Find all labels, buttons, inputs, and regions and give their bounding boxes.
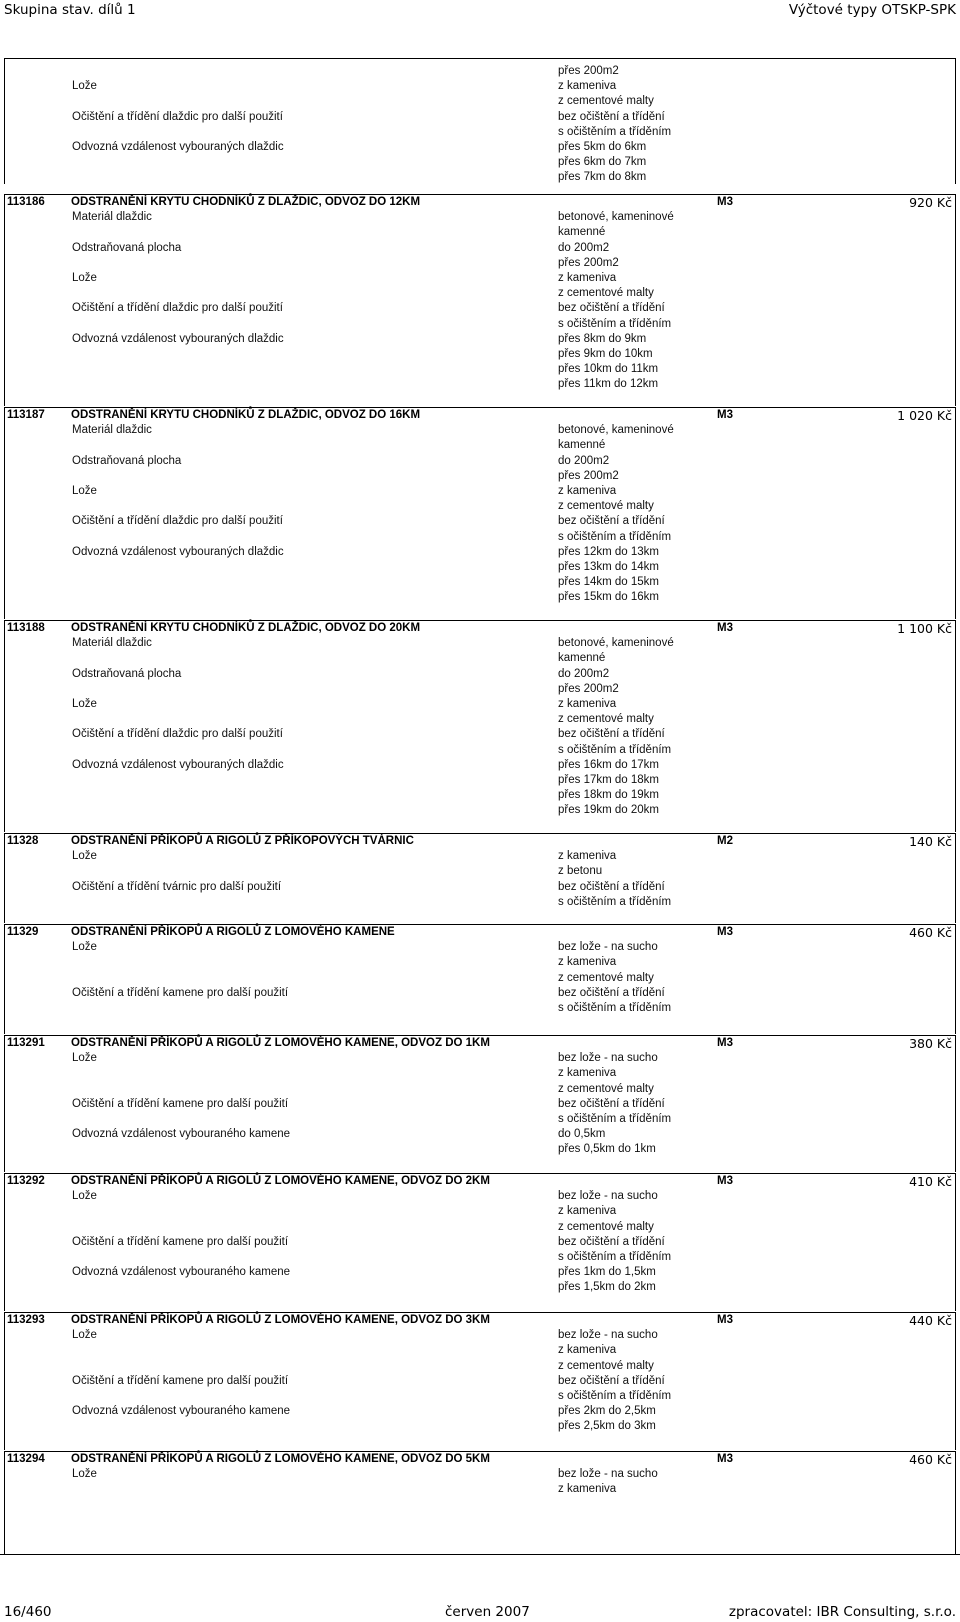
item-block: [4, 1173, 956, 1311]
item-code: 11328: [7, 835, 39, 847]
detail-value: z kameniva: [558, 1205, 617, 1218]
detail-row: [5, 727, 955, 742]
detail-label: Materiál dlaždic: [72, 637, 152, 650]
item-price: 460 Kč: [909, 925, 952, 940]
detail-row: [5, 712, 955, 727]
detail-row: [5, 1082, 955, 1097]
detail-row: [5, 1467, 955, 1482]
item-header: [5, 195, 955, 210]
detail-value: přes 200m2: [558, 65, 619, 77]
item-price: 1 100 Kč: [897, 621, 952, 636]
detail-row: [5, 1250, 955, 1265]
detail-row: [5, 362, 955, 377]
detail-label: Odvozná vzdálenost vybouraných dlaždic: [72, 758, 284, 771]
detail-value: z cementové malty: [558, 95, 654, 108]
page-number: 16/460: [4, 1604, 52, 1620]
item-unit: M3: [717, 1037, 733, 1049]
detail-row: [5, 1280, 955, 1295]
item-name: ODSTRANĚNÍ PŘÍKOPŮ A RIGOLŮ Z LOMOVÉHO KAMENE, ODVOZ DO 2KM: [71, 1175, 490, 1187]
detail-value: s očištěním a tříděním: [558, 1389, 672, 1402]
detail-label: Lože: [72, 1329, 97, 1342]
detail-row: [5, 377, 955, 392]
detail-value: betonové, kameninové: [558, 424, 674, 437]
detail-value: bez očištění a třídění: [558, 302, 665, 315]
item-name: ODSTRANĚNÍ PŘÍKOPŮ A RIGOLŮ Z PŘÍKOPOVÝCH TVÁRNIC: [71, 835, 414, 847]
item-code: 113187: [7, 409, 45, 421]
detail-row: [5, 484, 955, 499]
detail-value: přes 0,5km do 1km: [558, 1143, 656, 1156]
detail-label: Očištění a třídění dlaždic pro další použití: [72, 110, 283, 123]
detail-label: Odvozná vzdálenost vybouraného kamene: [72, 1266, 291, 1279]
detail-value: s očištěním a tříděním: [558, 743, 672, 756]
detail-row: [5, 971, 955, 986]
item-unit: M3: [717, 622, 733, 634]
item-block: [4, 407, 956, 619]
item-block: [4, 1035, 956, 1172]
detail-row: [5, 697, 955, 712]
detail-label: Odvozná vzdálenost vybouraného kamene: [72, 1405, 291, 1418]
detail-row: [5, 225, 955, 240]
item-code: 113292: [7, 1175, 45, 1187]
detail-value: s očištěním a tříděním: [558, 317, 672, 330]
detail-row: [5, 849, 955, 864]
detail-value: bez lože - na sucho: [558, 941, 658, 954]
item-header: [5, 408, 955, 423]
item-name: ODSTRANĚNÍ KRYTU CHODNÍKŮ Z DLAŽDIC, ODVOZ DO 12KM: [71, 196, 421, 208]
detail-row: [5, 79, 955, 94]
detail-row: [5, 545, 955, 560]
detail-row: [5, 880, 955, 895]
detail-label: Lože: [72, 1052, 97, 1065]
detail-label: Odvozná vzdálenost vybouraného kamene: [72, 1128, 291, 1141]
detail-value: z cementové malty: [558, 1220, 654, 1233]
detail-value: z kameniva: [558, 271, 617, 284]
detail-value: přes 1,5km do 2km: [558, 1281, 656, 1294]
detail-row: [5, 286, 955, 301]
detail-value: přes 200m2: [558, 469, 619, 482]
detail-value: přes 13km do 14km: [558, 560, 659, 573]
detail-value: bez očištění a třídění: [558, 880, 665, 893]
detail-row: [5, 64, 955, 79]
detail-value: z cementové malty: [558, 971, 654, 984]
detail-row: [5, 125, 955, 140]
item-header: [5, 1452, 955, 1467]
detail-value: přes 6km do 7km: [558, 156, 647, 169]
item-header: [5, 621, 955, 636]
detail-value: přes 10km do 11km: [558, 363, 659, 376]
detail-label: Očištění a třídění kamene pro další použití: [72, 1374, 289, 1387]
detail-row: [5, 1097, 955, 1112]
detail-value: s očištěním a tříděním: [558, 1250, 672, 1263]
item-name: ODSTRANĚNÍ PŘÍKOPŮ A RIGOLŮ Z LOMOVÉHO KAMENE, ODVOZ DO 1KM: [71, 1037, 490, 1049]
detail-value: bez lože - na sucho: [558, 1468, 658, 1481]
item-header: [5, 834, 955, 849]
detail-row: [5, 1189, 955, 1204]
detail-row: [5, 1220, 955, 1235]
detail-value: bez očištění a třídění: [558, 110, 665, 123]
detail-label: Odvozná vzdálenost vybouraných dlaždic: [72, 332, 284, 345]
detail-value: z cementové malty: [558, 1082, 654, 1095]
detail-row: [5, 1482, 955, 1497]
detail-value: z kameniva: [558, 1067, 617, 1080]
detail-label: Lože: [72, 850, 97, 863]
detail-value: bez lože - na sucho: [558, 1190, 658, 1203]
detail-value: přes 9km do 10km: [558, 347, 653, 360]
item-unit: M3: [717, 926, 733, 938]
detail-value: z kameniva: [558, 80, 617, 93]
detail-row: [5, 590, 955, 605]
detail-row: [5, 1359, 955, 1374]
detail-row: [5, 210, 955, 225]
item-price: 920 Kč: [909, 195, 952, 210]
detail-value: do 200m2: [558, 241, 610, 254]
detail-row: [5, 1328, 955, 1343]
detail-label: Lože: [72, 484, 97, 497]
detail-row: [5, 347, 955, 362]
detail-value: s očištěním a tříděním: [558, 895, 672, 908]
item-price: 410 Kč: [909, 1174, 952, 1189]
detail-label: Očištění a třídění dlaždic pro další použití: [72, 302, 283, 315]
page-header: [0, 0, 960, 20]
detail-value: bez očištění a třídění: [558, 1097, 665, 1110]
detail-row: [5, 1204, 955, 1219]
detail-row: [5, 110, 955, 125]
item-unit: M2: [717, 835, 733, 847]
detail-value: bez očištění a třídění: [558, 986, 665, 999]
item-price: 140 Kč: [909, 834, 952, 849]
detail-value: s očištěním a tříděním: [558, 530, 672, 543]
detail-value: betonové, kameninové: [558, 637, 674, 650]
item-code: 113186: [7, 196, 45, 208]
detail-value: přes 200m2: [558, 256, 619, 269]
detail-value: přes 8km do 9km: [558, 332, 647, 345]
detail-row: [5, 438, 955, 453]
detail-row: [5, 530, 955, 545]
detail-row: [5, 1127, 955, 1142]
item-header: [5, 1313, 955, 1328]
detail-label: Lože: [72, 1468, 97, 1481]
detail-value: přes 18km do 19km: [558, 789, 659, 802]
detail-row: [5, 170, 955, 185]
detail-value: kamenné: [558, 652, 606, 665]
item-name: ODSTRANĚNÍ PŘÍKOPŮ A RIGOLŮ Z LOMOVÉHO KAMENE: [71, 926, 395, 938]
detail-value: s očištěním a tříděním: [558, 125, 672, 138]
detail-label: Očištění a třídění kamene pro další použití: [72, 1097, 289, 1110]
detail-value: bez očištění a třídění: [558, 728, 665, 741]
detail-row: [5, 469, 955, 484]
item-block: [4, 194, 956, 406]
detail-value: do 0,5km: [558, 1128, 606, 1141]
item-name: ODSTRANĚNÍ PŘÍKOPŮ A RIGOLŮ Z LOMOVÉHO KAMENE, ODVOZ DO 5KM: [71, 1453, 490, 1465]
detail-value: do 200m2: [558, 454, 610, 467]
detail-label: Očištění a třídění dlaždic pro další použití: [72, 515, 283, 528]
detail-value: z cementové malty: [558, 1359, 654, 1372]
detail-row: [5, 803, 955, 818]
item-block: [4, 1312, 956, 1450]
detail-value: z kameniva: [558, 1344, 617, 1357]
detail-row: [5, 155, 955, 170]
detail-value: přes 1km do 1,5km: [558, 1266, 656, 1279]
item-price: 460 Kč: [909, 1452, 952, 1467]
item-block: [4, 833, 956, 923]
detail-value: bez očištění a třídění: [558, 1235, 665, 1248]
detail-value: přes 19km do 20km: [558, 804, 659, 817]
item-block: [4, 1451, 956, 1555]
detail-label: Lože: [72, 271, 97, 284]
item-block: [4, 924, 956, 1034]
detail-row: [5, 499, 955, 514]
detail-value: do 200m2: [558, 667, 610, 680]
detail-row: [5, 241, 955, 256]
item-list: [0, 58, 960, 1555]
detail-row: [5, 560, 955, 575]
detail-row: [5, 636, 955, 651]
detail-row: [5, 955, 955, 970]
detail-row: [5, 271, 955, 286]
detail-value: přes 16km do 17km: [558, 758, 659, 771]
detail-row: [5, 788, 955, 803]
detail-value: z kameniva: [558, 1483, 617, 1496]
detail-value: s očištěním a tříděním: [558, 1001, 672, 1014]
detail-value: bez lože - na sucho: [558, 1052, 658, 1065]
detail-value: bez očištění a třídění: [558, 515, 665, 528]
item-code: 113294: [7, 1453, 45, 1465]
detail-row: [5, 1142, 955, 1157]
header-right-title: Výčtové typy OTSKP-SPK: [788, 2, 956, 18]
detail-value: z kameniva: [558, 697, 617, 710]
detail-row: [5, 1419, 955, 1434]
item-code: 113293: [7, 1314, 45, 1326]
detail-value: přes 12km do 13km: [558, 545, 659, 558]
item-name: ODSTRANĚNÍ KRYTU CHODNÍKŮ Z DLAŽDIC, ODVOZ DO 20KM: [71, 622, 421, 634]
item-code: 113188: [7, 622, 45, 634]
page-footer: [0, 1604, 960, 1622]
detail-label: Odstraňovaná plocha: [72, 241, 182, 254]
item-code: 113291: [7, 1037, 45, 1049]
item-block: [4, 620, 956, 832]
detail-row: [5, 1374, 955, 1389]
item-name: ODSTRANĚNÍ PŘÍKOPŮ A RIGOLŮ Z LOMOVÉHO KAMENE, ODVOZ DO 3KM: [71, 1314, 490, 1326]
detail-row: [5, 651, 955, 666]
detail-value: přes 14km do 15km: [558, 576, 659, 589]
header-left-title: Skupina stav. dílů 1: [4, 2, 136, 18]
footer-date: červen 2007: [445, 1604, 530, 1620]
item-header: [5, 1174, 955, 1189]
detail-label: Lože: [72, 1190, 97, 1203]
detail-row: [5, 1235, 955, 1250]
detail-row: [5, 94, 955, 109]
detail-value: z kameniva: [558, 850, 617, 863]
detail-value: přes 15km do 16km: [558, 591, 659, 604]
detail-label: Odstraňovaná plocha: [72, 454, 182, 467]
detail-row: [5, 682, 955, 697]
detail-row: [5, 423, 955, 438]
detail-label: Očištění a třídění kamene pro další použití: [72, 986, 289, 999]
detail-value: přes 200m2: [558, 682, 619, 695]
detail-row: [5, 1389, 955, 1404]
detail-value: betonové, kameninové: [558, 211, 674, 224]
detail-row: [5, 895, 955, 910]
detail-row: [5, 301, 955, 316]
detail-value: z cementové malty: [558, 500, 654, 513]
item-price: 440 Kč: [909, 1313, 952, 1328]
detail-label: Materiál dlaždic: [72, 424, 152, 437]
detail-label: Očištění a třídění dlaždic pro další použití: [72, 728, 283, 741]
detail-label: Očištění a třídění tvárnic pro další použití: [72, 880, 282, 893]
item-unit: M3: [717, 1314, 733, 1326]
footer-author: zpracovatel: IBR Consulting, s.r.o.: [728, 1604, 956, 1620]
item-code: 11329: [7, 926, 39, 938]
detail-value: z cementové malty: [558, 287, 654, 300]
item-unit: M3: [717, 196, 733, 208]
detail-row: [5, 1051, 955, 1066]
detail-row: [5, 575, 955, 590]
detail-row: [5, 743, 955, 758]
detail-row: [5, 256, 955, 271]
detail-row: [5, 1404, 955, 1419]
detail-label: Materiál dlaždic: [72, 211, 152, 224]
detail-row: [5, 864, 955, 879]
detail-label: Očištění a třídění kamene pro další použití: [72, 1235, 289, 1248]
detail-value: kamenné: [558, 439, 606, 452]
item-header: [5, 925, 955, 940]
detail-row: [5, 773, 955, 788]
continued-fragment: [4, 58, 956, 184]
detail-row: [5, 1112, 955, 1127]
detail-value: přes 11km do 12km: [558, 378, 659, 391]
detail-row: [5, 317, 955, 332]
item-unit: M3: [717, 409, 733, 421]
detail-value: z kameniva: [558, 484, 617, 497]
item-unit: M3: [717, 1453, 733, 1465]
detail-row: [5, 667, 955, 682]
item-header: [5, 1036, 955, 1051]
detail-value: přes 7km do 8km: [558, 171, 647, 184]
detail-row: [5, 1066, 955, 1081]
item-price: 380 Kč: [909, 1036, 952, 1051]
item-name: ODSTRANĚNÍ KRYTU CHODNÍKŮ Z DLAŽDIC, ODVOZ DO 16KM: [71, 409, 421, 421]
detail-value: přes 5km do 6km: [558, 140, 647, 153]
detail-value: bez očištění a třídění: [558, 1374, 665, 1387]
detail-value: přes 2km do 2,5km: [558, 1405, 656, 1418]
detail-row: [5, 940, 955, 955]
detail-row: [5, 1001, 955, 1016]
detail-row: [5, 454, 955, 469]
detail-value: přes 17km do 18km: [558, 773, 659, 786]
detail-label: Odvozná vzdálenost vybouraných dlaždic: [72, 140, 284, 153]
detail-value: bez lože - na sucho: [558, 1329, 658, 1342]
detail-value: přes 2,5km do 3km: [558, 1420, 656, 1433]
detail-row: [5, 332, 955, 347]
detail-label: Lože: [72, 697, 97, 710]
detail-value: z kameniva: [558, 956, 617, 969]
detail-value: kamenné: [558, 226, 606, 239]
detail-row: [5, 1343, 955, 1358]
detail-value: z betonu: [558, 865, 603, 878]
detail-row: [5, 758, 955, 773]
item-unit: M3: [717, 1175, 733, 1187]
detail-label: Odvozná vzdálenost vybouraných dlaždic: [72, 545, 284, 558]
detail-row: [5, 986, 955, 1001]
detail-row: [5, 140, 955, 155]
detail-row: [5, 1265, 955, 1280]
detail-value: s očištěním a tříděním: [558, 1112, 672, 1125]
detail-label: Lože: [72, 941, 97, 954]
item-price: 1 020 Kč: [897, 408, 952, 423]
detail-label: Odstraňovaná plocha: [72, 667, 182, 680]
detail-row: [5, 514, 955, 529]
detail-value: z cementové malty: [558, 713, 654, 726]
detail-label: Lože: [72, 80, 97, 93]
